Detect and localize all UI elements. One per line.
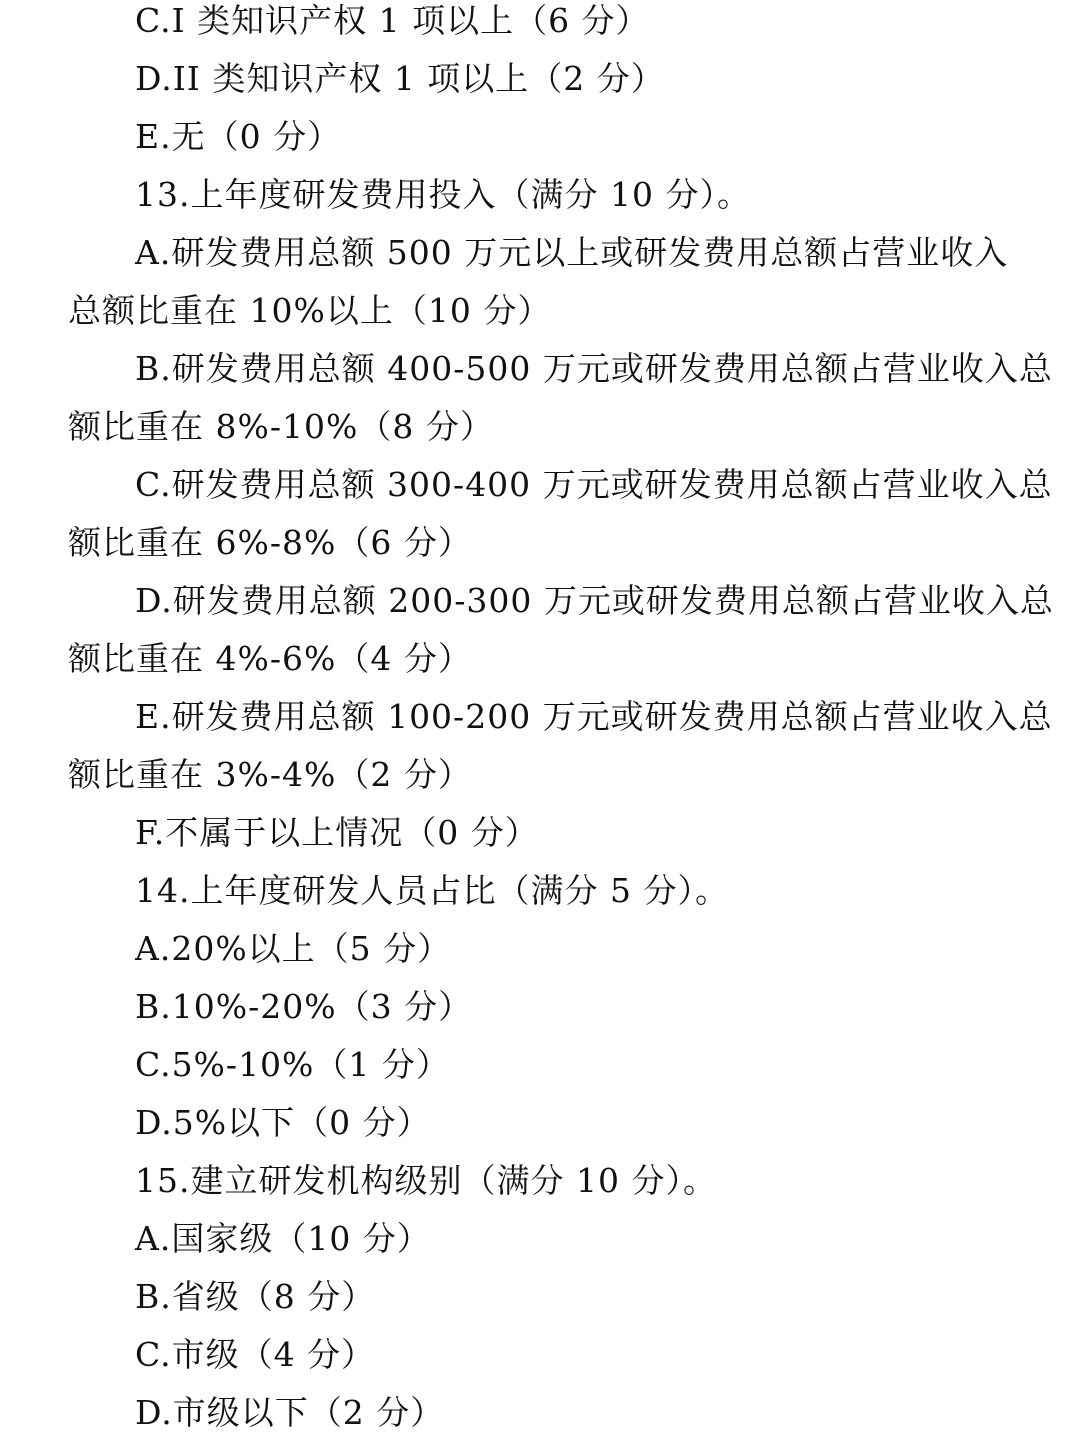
option-line: A.国家级（10 分） xyxy=(135,1219,431,1258)
option-line: D.II 类知识产权 1 项以上（2 分） xyxy=(135,59,665,98)
option-line: E.无（0 分） xyxy=(135,117,342,156)
option-line: C.5%-10%（1 分） xyxy=(135,1045,450,1084)
option-line: B.10%-20%（3 分） xyxy=(135,987,473,1026)
option-line: A.20%以上（5 分） xyxy=(135,929,452,968)
option-line: D.5%以下（0 分） xyxy=(135,1103,431,1142)
option-line: C.市级（4 分） xyxy=(135,1335,376,1374)
option-line: B.研发费用总额 400-500 万元或研发费用总额占营业收入总 xyxy=(135,349,1053,388)
option-line-continuation: 额比重在 8%-10%（8 分） xyxy=(68,407,494,446)
option-line: B.省级（8 分） xyxy=(135,1277,376,1316)
option-line: C.研发费用总额 300-400 万元或研发费用总额占营业收入总 xyxy=(135,465,1053,504)
option-line: E.研发费用总额 100-200 万元或研发费用总额占营业收入总 xyxy=(135,697,1053,736)
option-line: F.不属于以上情况（0 分） xyxy=(135,813,539,852)
option-line-continuation: 额比重在 3%-4%（2 分） xyxy=(68,755,472,794)
option-line-continuation: 额比重在 6%-8%（6 分） xyxy=(68,523,472,562)
question-heading: 13.上年度研发费用投入（满分 10 分）。 xyxy=(135,175,751,214)
option-line: C.I 类知识产权 1 项以上（6 分） xyxy=(135,1,650,40)
question-heading: 15.建立研发机构级别（满分 10 分）。 xyxy=(135,1161,717,1200)
option-line: D.研发费用总额 200-300 万元或研发费用总额占营业收入总 xyxy=(135,581,1054,620)
option-line: A.研发费用总额 500 万元以上或研发费用总额占营业收入 xyxy=(135,233,1009,272)
option-line-continuation: 额比重在 4%-6%（4 分） xyxy=(68,639,472,678)
option-line-continuation: 总额比重在 10%以上（10 分） xyxy=(68,291,552,330)
option-line: D.市级以下（2 分） xyxy=(135,1393,445,1432)
question-heading: 14.上年度研发人员占比（满分 5 分）。 xyxy=(135,871,729,910)
